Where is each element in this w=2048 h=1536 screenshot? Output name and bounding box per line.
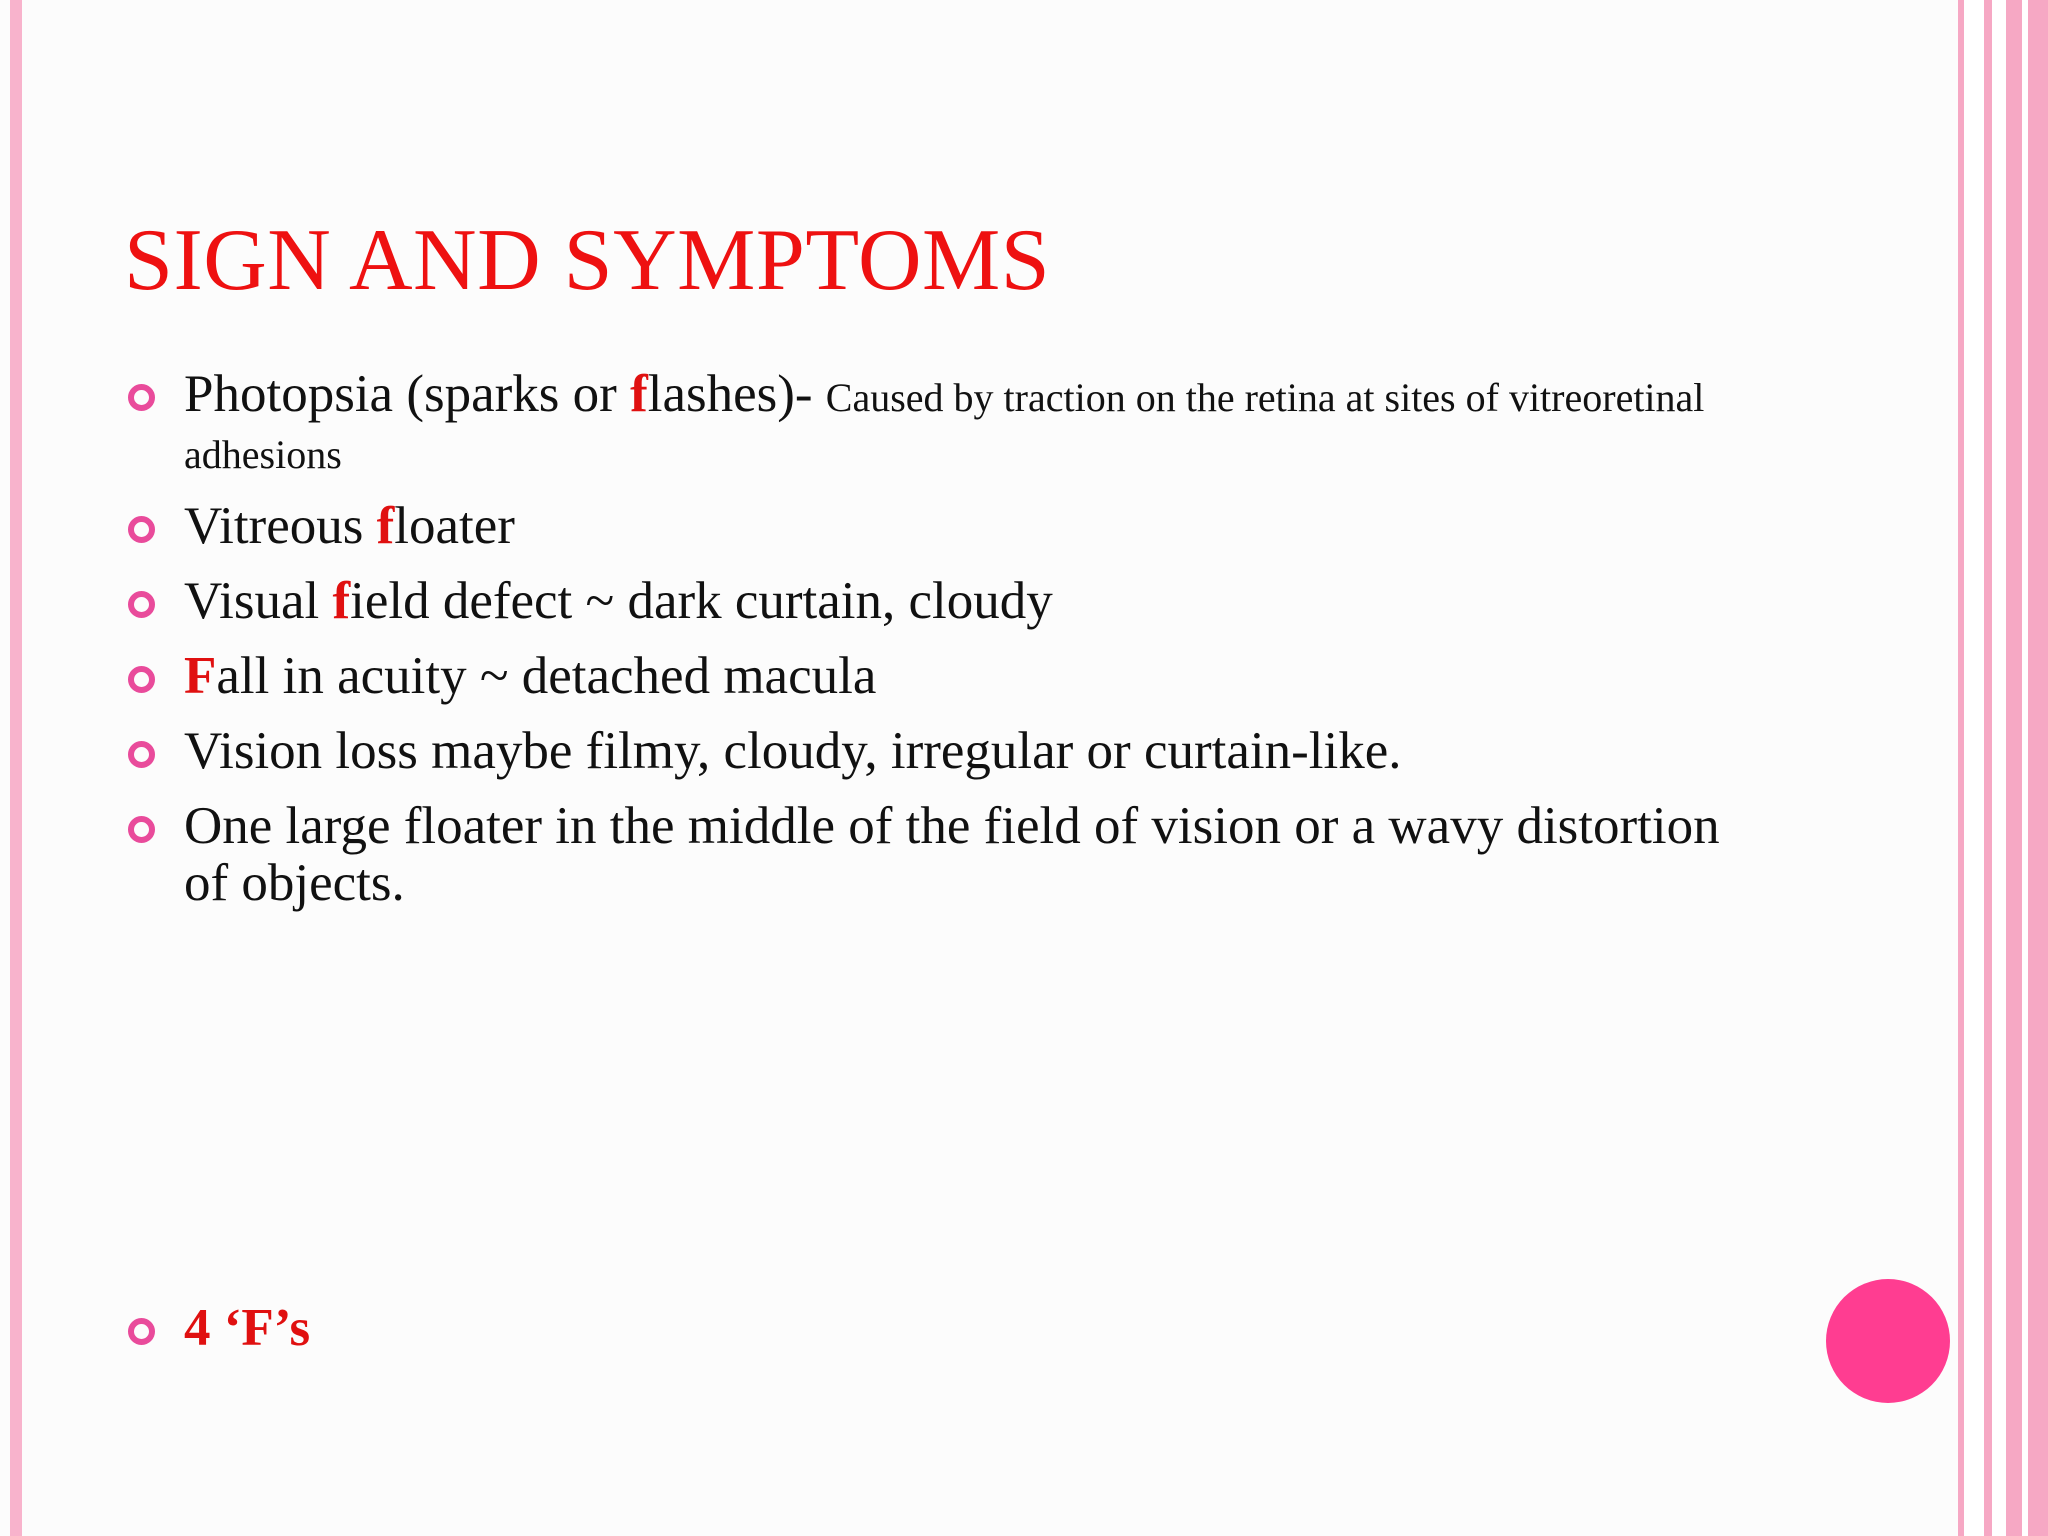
bullet-item-field-defect — [120, 573, 1760, 630]
bullet-list — [120, 366, 1760, 930]
left-border — [10, 0, 22, 1536]
bullet-accent-letter: f — [376, 497, 395, 555]
summary-bullet — [120, 1300, 310, 1357]
bullet-note: Caused by traction on the retina at sites of vitreoretinal adhesions — [184, 375, 1705, 477]
pink-circle-dot — [1826, 1279, 1950, 1403]
bullet-text: One large floater in the middle of the field of vision or a wavy distortion of objects. — [184, 797, 1720, 912]
right-stripe-gap — [1992, 0, 2006, 1536]
bullet-text: Vitreous — [184, 497, 377, 555]
bullet-accent-letter: f — [332, 572, 351, 630]
bullet-item-photopsia — [120, 366, 1760, 480]
right-stripe — [2028, 0, 2048, 1536]
bullet-item-floater — [120, 498, 1760, 555]
bullet-accent-letter: F — [184, 647, 217, 705]
ring-bullet-icon — [128, 516, 155, 543]
bullet-text: loater — [394, 497, 515, 555]
right-stripe-gap — [1964, 0, 1984, 1536]
ring-bullet-icon — [128, 384, 155, 411]
ring-bullet-icon — [128, 741, 155, 768]
bullet-item-acuity — [120, 648, 1760, 705]
bullet-item-vision-loss — [120, 723, 1760, 780]
bullet-text: all in acuity ~ detached macula — [216, 647, 877, 705]
bullet-accent-letter: f — [630, 365, 648, 423]
bullet-text: lashes)- — [647, 365, 826, 423]
slide-title: SIGN AND SYMPTOMS — [124, 212, 1051, 309]
right-stripe — [2006, 0, 2022, 1536]
bullet-text: ield defect ~ dark curtain, cloudy — [350, 572, 1053, 630]
bullet-text: Photopsia (sparks or — [184, 365, 631, 423]
ring-bullet-icon — [128, 666, 155, 693]
summary-text: 4 ‘F’s — [184, 1299, 311, 1357]
ring-bullet-icon — [128, 816, 155, 843]
ring-bullet-icon — [128, 591, 155, 618]
ring-bullet-icon — [128, 1318, 155, 1345]
bullet-text: Vision loss maybe filmy, cloudy, irregular or curtain-like. — [184, 722, 1402, 780]
bullet-text: Visual — [184, 572, 333, 630]
right-stripe — [1984, 0, 1992, 1536]
bullet-item-large-floater — [120, 798, 1760, 912]
